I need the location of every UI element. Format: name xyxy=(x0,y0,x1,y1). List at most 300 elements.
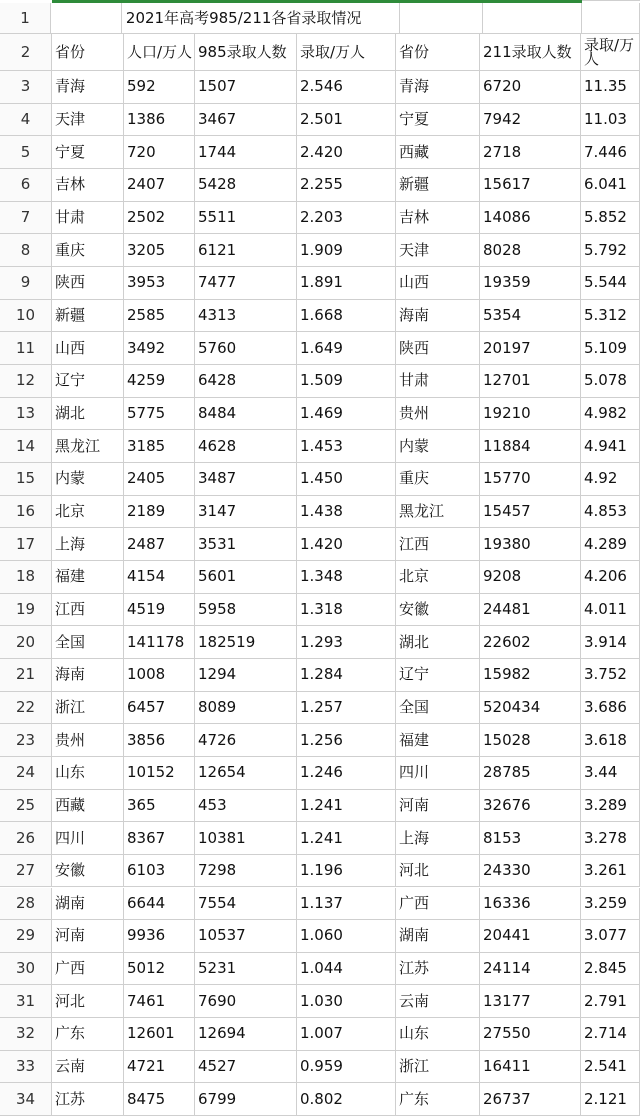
cell-211-admitted[interactable]: 20441 xyxy=(480,920,581,953)
cell-211-rate[interactable]: 3.077 xyxy=(581,920,640,953)
cell-211-rate[interactable]: 4.92 xyxy=(581,463,640,496)
row-number: 12 xyxy=(0,365,52,398)
cell-211-admitted[interactable]: 8153 xyxy=(480,822,581,855)
cell-population[interactable]: 6103 xyxy=(124,855,195,888)
cell-population[interactable]: 7461 xyxy=(124,985,195,1018)
cell-985-admitted[interactable]: 4313 xyxy=(195,300,297,333)
cell-985-admitted[interactable]: 7690 xyxy=(195,985,297,1018)
cell-211-rate[interactable]: 4.982 xyxy=(581,398,640,431)
table-row xyxy=(0,398,640,431)
cell-985-rate[interactable]: 1.293 xyxy=(297,626,396,659)
cell-211-admitted[interactable]: 8028 xyxy=(480,234,581,267)
table-row xyxy=(0,332,640,365)
row-number: 31 xyxy=(0,985,52,1018)
cell-province-2[interactable]: 四川 xyxy=(396,757,480,790)
cell-population[interactable]: 5775 xyxy=(124,398,195,431)
cell-province[interactable]: 江苏 xyxy=(52,1083,124,1116)
row-number: 33 xyxy=(0,1051,52,1084)
cell-population[interactable]: 4721 xyxy=(124,1051,195,1084)
table-row xyxy=(0,757,640,790)
table-row xyxy=(0,365,640,398)
cell-985-admitted[interactable]: 1744 xyxy=(195,136,297,169)
cell-province[interactable]: 新疆 xyxy=(52,300,124,333)
cell-province[interactable]: 全国 xyxy=(52,626,124,659)
cell-province[interactable]: 河北 xyxy=(52,985,124,1018)
cell-985-admitted[interactable]: 5601 xyxy=(195,561,297,594)
cell-211-rate[interactable]: 4.206 xyxy=(581,561,640,594)
cell-province[interactable]: 福建 xyxy=(52,561,124,594)
cell-211-rate[interactable]: 2.845 xyxy=(581,953,640,986)
cell-province-2[interactable]: 河南 xyxy=(396,790,480,823)
cell-211-admitted[interactable]: 19359 xyxy=(480,267,581,300)
cell-211-rate[interactable]: 3.752 xyxy=(581,659,640,692)
cell-population[interactable]: 9936 xyxy=(124,920,195,953)
cell-211-rate[interactable]: 4.941 xyxy=(581,430,640,463)
cell-211-admitted[interactable]: 16411 xyxy=(480,1051,581,1084)
cell-province[interactable]: 甘肃 xyxy=(52,202,124,235)
cell-province-2[interactable]: 广西 xyxy=(396,888,480,921)
cell-211-rate[interactable]: 7.446 xyxy=(581,136,640,169)
cell-province[interactable]: 天津 xyxy=(52,104,124,137)
cell-211-rate[interactable]: 3.686 xyxy=(581,692,640,725)
row-number: 27 xyxy=(0,855,52,888)
cell-985-admitted[interactable]: 12694 xyxy=(195,1018,297,1051)
cell-985-rate[interactable]: 1.007 xyxy=(297,1018,396,1051)
cell-province-2[interactable]: 江西 xyxy=(396,528,480,561)
table-row xyxy=(0,790,640,823)
cell-211-admitted[interactable]: 28785 xyxy=(480,757,581,790)
cell-211-rate[interactable]: 4.011 xyxy=(581,594,640,627)
cell-population[interactable]: 8475 xyxy=(124,1083,195,1116)
cell-211-admitted[interactable]: 2718 xyxy=(480,136,581,169)
table-row xyxy=(0,463,640,496)
row-number: 10 xyxy=(0,300,52,333)
cell-211-rate[interactable]: 2.121 xyxy=(581,1083,640,1116)
cell-province-2[interactable]: 新疆 xyxy=(396,169,480,202)
cell-985-rate[interactable]: 1.257 xyxy=(297,692,396,725)
cell-province-2[interactable]: 重庆 xyxy=(396,463,480,496)
cell-population[interactable]: 2189 xyxy=(124,496,195,529)
cell-province-2[interactable]: 甘肃 xyxy=(396,365,480,398)
cell-985-rate[interactable]: 1.241 xyxy=(297,790,396,823)
table-row xyxy=(0,724,640,757)
header-985-admitted[interactable]: 985录取人数 xyxy=(195,34,297,71)
cell-985-rate[interactable]: 1.137 xyxy=(297,888,396,921)
cell-province-2[interactable]: 江苏 xyxy=(396,953,480,986)
cell-985-rate[interactable]: 2.255 xyxy=(297,169,396,202)
cell-985-admitted[interactable]: 3147 xyxy=(195,496,297,529)
cell-province[interactable]: 浙江 xyxy=(52,692,124,725)
cell-985-admitted[interactable]: 10537 xyxy=(195,920,297,953)
table-row xyxy=(0,822,640,855)
cell-211-admitted[interactable]: 20197 xyxy=(480,332,581,365)
cell-985-rate[interactable]: 1.060 xyxy=(297,920,396,953)
cell-province-2[interactable]: 海南 xyxy=(396,300,480,333)
cell-211-admitted[interactable]: 19380 xyxy=(480,528,581,561)
cell-population[interactable]: 6644 xyxy=(124,888,195,921)
cell-211-admitted[interactable]: 22602 xyxy=(480,626,581,659)
cell-211-rate[interactable]: 2.541 xyxy=(581,1051,640,1084)
cell-population[interactable]: 2405 xyxy=(124,463,195,496)
row-number: 6 xyxy=(0,169,52,202)
cell-province-2[interactable]: 内蒙 xyxy=(396,430,480,463)
cell-985-rate[interactable]: 1.668 xyxy=(297,300,396,333)
cell-province[interactable]: 江西 xyxy=(52,594,124,627)
row-number: 5 xyxy=(0,136,52,169)
row-number: 26 xyxy=(0,822,52,855)
cell-985-admitted[interactable]: 6428 xyxy=(195,365,297,398)
cell-985-admitted[interactable]: 3487 xyxy=(195,463,297,496)
row-number: 25 xyxy=(0,790,52,823)
cell-985-admitted[interactable]: 5958 xyxy=(195,594,297,627)
cell-211-rate[interactable]: 3.914 xyxy=(581,626,640,659)
cell-985-admitted[interactable]: 6799 xyxy=(195,1083,297,1116)
table-row xyxy=(0,1051,640,1084)
row-number: 1 xyxy=(0,3,51,34)
cell-211-rate[interactable]: 3.618 xyxy=(581,724,640,757)
cell-985-rate[interactable]: 0.802 xyxy=(297,1083,396,1116)
cell-province[interactable]: 湖北 xyxy=(52,398,124,431)
cell-211-admitted[interactable]: 15770 xyxy=(480,463,581,496)
cell-211-admitted[interactable]: 24481 xyxy=(480,594,581,627)
cell-province-2[interactable]: 山东 xyxy=(396,1018,480,1051)
cell-211-admitted[interactable]: 13177 xyxy=(480,985,581,1018)
row-number: 19 xyxy=(0,594,52,627)
table-row xyxy=(0,71,640,104)
cell-211-admitted[interactable]: 520434 xyxy=(480,692,581,725)
cell-985-rate[interactable]: 1.509 xyxy=(297,365,396,398)
cell-985-rate[interactable]: 1.196 xyxy=(297,855,396,888)
cell-province[interactable]: 湖南 xyxy=(52,888,124,921)
cell-province[interactable]: 青海 xyxy=(52,71,124,104)
cell-211-admitted[interactable]: 15457 xyxy=(480,496,581,529)
cell-province[interactable]: 黑龙江 xyxy=(52,430,124,463)
cell-province-2[interactable]: 吉林 xyxy=(396,202,480,235)
row-number: 8 xyxy=(0,234,52,267)
table-row xyxy=(0,626,640,659)
cell-province-2[interactable]: 辽宁 xyxy=(396,659,480,692)
row-number: 16 xyxy=(0,496,52,529)
cell-211-admitted[interactable]: 32676 xyxy=(480,790,581,823)
cell-985-rate[interactable]: 1.450 xyxy=(297,463,396,496)
row-number: 21 xyxy=(0,659,52,692)
cell-985-admitted[interactable]: 182519 xyxy=(195,626,297,659)
cell-211-rate[interactable]: 5.544 xyxy=(581,267,640,300)
cell-province-2[interactable]: 浙江 xyxy=(396,1051,480,1084)
cell-211-admitted[interactable]: 27550 xyxy=(480,1018,581,1051)
empty-cell[interactable] xyxy=(483,3,582,34)
cell-211-rate[interactable]: 3.259 xyxy=(581,888,640,921)
row-number: 34 xyxy=(0,1083,52,1116)
row-number: 15 xyxy=(0,463,52,496)
cell-985-rate[interactable]: 1.420 xyxy=(297,528,396,561)
cell-population[interactable]: 6457 xyxy=(124,692,195,725)
cell-985-admitted[interactable]: 5428 xyxy=(195,169,297,202)
cell-985-rate[interactable]: 1.348 xyxy=(297,561,396,594)
cell-province-2[interactable]: 河北 xyxy=(396,855,480,888)
table-row xyxy=(0,1018,640,1051)
cell-211-rate[interactable]: 4.853 xyxy=(581,496,640,529)
cell-population[interactable]: 720 xyxy=(124,136,195,169)
cell-province-2[interactable]: 北京 xyxy=(396,561,480,594)
cell-province[interactable]: 西藏 xyxy=(52,790,124,823)
cell-211-admitted[interactable]: 12701 xyxy=(480,365,581,398)
cell-211-rate[interactable]: 2.791 xyxy=(581,985,640,1018)
cell-population[interactable]: 3205 xyxy=(124,234,195,267)
cell-985-rate[interactable]: 1.284 xyxy=(297,659,396,692)
row-number: 28 xyxy=(0,888,52,921)
table-row xyxy=(0,300,640,333)
cell-population[interactable]: 8367 xyxy=(124,822,195,855)
cell-province-2[interactable]: 湖北 xyxy=(396,626,480,659)
empty-cell[interactable] xyxy=(51,3,122,34)
table-row xyxy=(0,888,640,921)
cell-province-2[interactable]: 青海 xyxy=(396,71,480,104)
table-row xyxy=(0,496,640,529)
cell-population[interactable]: 2585 xyxy=(124,300,195,333)
cell-985-rate[interactable]: 1.256 xyxy=(297,724,396,757)
cell-211-rate[interactable]: 11.03 xyxy=(581,104,640,137)
cell-211-admitted[interactable]: 7942 xyxy=(480,104,581,137)
cell-211-rate[interactable]: 3.44 xyxy=(581,757,640,790)
cell-985-rate[interactable]: 1.044 xyxy=(297,953,396,986)
cell-985-rate[interactable]: 1.649 xyxy=(297,332,396,365)
table-row xyxy=(0,136,640,169)
row-number: 20 xyxy=(0,626,52,659)
table-row xyxy=(0,528,640,561)
cell-985-admitted[interactable]: 453 xyxy=(195,790,297,823)
cell-211-admitted[interactable]: 6720 xyxy=(480,71,581,104)
empty-cell[interactable] xyxy=(400,3,483,34)
table-row xyxy=(0,594,640,627)
cell-population[interactable]: 10152 xyxy=(124,757,195,790)
row-number: 17 xyxy=(0,528,52,561)
cell-population[interactable]: 592 xyxy=(124,71,195,104)
cell-985-admitted[interactable]: 6121 xyxy=(195,234,297,267)
cell-985-rate[interactable]: 2.546 xyxy=(297,71,396,104)
cell-province[interactable]: 云南 xyxy=(52,1051,124,1084)
cell-province[interactable]: 重庆 xyxy=(52,234,124,267)
cell-985-admitted[interactable]: 3531 xyxy=(195,528,297,561)
cell-211-admitted[interactable]: 15028 xyxy=(480,724,581,757)
cell-population[interactable]: 3953 xyxy=(124,267,195,300)
cell-985-rate[interactable]: 2.203 xyxy=(297,202,396,235)
cell-211-rate[interactable]: 2.714 xyxy=(581,1018,640,1051)
cell-211-rate[interactable]: 3.278 xyxy=(581,822,640,855)
cell-211-rate[interactable]: 11.35 xyxy=(581,71,640,104)
table-row xyxy=(0,267,640,300)
cell-211-rate[interactable]: 6.041 xyxy=(581,169,640,202)
cell-province-2[interactable]: 安徽 xyxy=(396,594,480,627)
cell-211-rate[interactable]: 5.109 xyxy=(581,332,640,365)
cell-province[interactable]: 河南 xyxy=(52,920,124,953)
cell-985-admitted[interactable]: 3467 xyxy=(195,104,297,137)
cell-province-2[interactable]: 贵州 xyxy=(396,398,480,431)
cell-population[interactable]: 1386 xyxy=(124,104,195,137)
row-number: 4 xyxy=(0,104,52,137)
cell-province[interactable]: 安徽 xyxy=(52,855,124,888)
cell-211-rate[interactable]: 5.312 xyxy=(581,300,640,333)
cell-province-2[interactable]: 全国 xyxy=(396,692,480,725)
cell-985-rate[interactable]: 1.453 xyxy=(297,430,396,463)
table-row xyxy=(0,1083,640,1116)
header-985-rate[interactable]: 录取/万人 xyxy=(297,34,396,71)
table-row xyxy=(0,561,640,594)
row-number: 32 xyxy=(0,1018,52,1051)
cell-985-admitted[interactable]: 7298 xyxy=(195,855,297,888)
cell-211-rate[interactable]: 4.289 xyxy=(581,528,640,561)
cell-province-2[interactable]: 天津 xyxy=(396,234,480,267)
table-row xyxy=(0,855,640,888)
table-row xyxy=(0,920,640,953)
table-title[interactable]: 2021年高考985/211各省录取情况 xyxy=(122,3,400,34)
cell-211-admitted[interactable]: 24114 xyxy=(480,953,581,986)
cell-985-admitted[interactable]: 5511 xyxy=(195,202,297,235)
cell-211-rate[interactable]: 5.852 xyxy=(581,202,640,235)
cell-211-admitted[interactable]: 24330 xyxy=(480,855,581,888)
cell-211-admitted[interactable]: 11884 xyxy=(480,430,581,463)
cell-985-rate[interactable]: 1.909 xyxy=(297,234,396,267)
cell-985-admitted[interactable]: 7554 xyxy=(195,888,297,921)
cell-population[interactable]: 3492 xyxy=(124,332,195,365)
cell-population[interactable]: 3856 xyxy=(124,724,195,757)
row-number: 13 xyxy=(0,398,52,431)
cell-province-2[interactable]: 宁夏 xyxy=(396,104,480,137)
cell-population[interactable]: 1008 xyxy=(124,659,195,692)
cell-province[interactable]: 海南 xyxy=(52,659,124,692)
cell-211-admitted[interactable]: 19210 xyxy=(480,398,581,431)
row-number: 11 xyxy=(0,332,52,365)
cell-province-2[interactable]: 西藏 xyxy=(396,136,480,169)
cell-985-admitted[interactable]: 5760 xyxy=(195,332,297,365)
cell-province[interactable]: 北京 xyxy=(52,496,124,529)
header-province-2[interactable]: 省份 xyxy=(396,34,480,71)
cell-population[interactable]: 2502 xyxy=(124,202,195,235)
cell-211-admitted[interactable]: 26737 xyxy=(480,1083,581,1116)
cell-211-admitted[interactable]: 9208 xyxy=(480,561,581,594)
cell-985-rate[interactable]: 1.246 xyxy=(297,757,396,790)
cell-985-rate[interactable]: 2.501 xyxy=(297,104,396,137)
table-row xyxy=(0,104,640,137)
cell-211-rate[interactable]: 3.261 xyxy=(581,855,640,888)
cell-985-admitted[interactable]: 8484 xyxy=(195,398,297,431)
cell-province[interactable]: 辽宁 xyxy=(52,365,124,398)
cell-province[interactable]: 广西 xyxy=(52,953,124,986)
cell-province-2[interactable]: 上海 xyxy=(396,822,480,855)
cell-province[interactable]: 四川 xyxy=(52,822,124,855)
header-row xyxy=(0,34,640,71)
cell-985-admitted[interactable]: 4527 xyxy=(195,1051,297,1084)
cell-population[interactable]: 141178 xyxy=(124,626,195,659)
cell-population[interactable]: 365 xyxy=(124,790,195,823)
table-row xyxy=(0,953,640,986)
cell-985-admitted[interactable]: 12654 xyxy=(195,757,297,790)
empty-cell[interactable] xyxy=(582,3,640,34)
row-number: 23 xyxy=(0,724,52,757)
cell-211-rate[interactable]: 5.078 xyxy=(581,365,640,398)
cell-province[interactable]: 宁夏 xyxy=(52,136,124,169)
cell-population[interactable]: 3185 xyxy=(124,430,195,463)
cell-province-2[interactable]: 广东 xyxy=(396,1083,480,1116)
cell-population[interactable]: 12601 xyxy=(124,1018,195,1051)
header-211-admitted[interactable]: 211录取人数 xyxy=(480,34,581,71)
cell-province[interactable]: 山东 xyxy=(52,757,124,790)
table-row xyxy=(0,692,640,725)
cell-211-admitted[interactable]: 5354 xyxy=(480,300,581,333)
cell-province-2[interactable]: 云南 xyxy=(396,985,480,1018)
header-211-rate[interactable]: 录取/万人 xyxy=(581,34,640,71)
cell-211-admitted[interactable]: 14086 xyxy=(480,202,581,235)
cell-985-admitted[interactable]: 4726 xyxy=(195,724,297,757)
cell-population[interactable]: 2407 xyxy=(124,169,195,202)
cell-985-admitted[interactable]: 7477 xyxy=(195,267,297,300)
cell-211-admitted[interactable]: 16336 xyxy=(480,888,581,921)
cell-985-admitted[interactable]: 1294 xyxy=(195,659,297,692)
cell-population[interactable]: 5012 xyxy=(124,953,195,986)
cell-province[interactable]: 贵州 xyxy=(52,724,124,757)
cell-985-admitted[interactable]: 1507 xyxy=(195,71,297,104)
table-row xyxy=(0,430,640,463)
row-number: 7 xyxy=(0,202,52,235)
title-row xyxy=(0,3,640,34)
row-number: 18 xyxy=(0,561,52,594)
row-number: 29 xyxy=(0,920,52,953)
table-row xyxy=(0,169,640,202)
cell-province[interactable]: 山西 xyxy=(52,332,124,365)
cell-population[interactable]: 2487 xyxy=(124,528,195,561)
row-number: 9 xyxy=(0,267,52,300)
cell-province[interactable]: 内蒙 xyxy=(52,463,124,496)
cell-985-rate[interactable]: 0.959 xyxy=(297,1051,396,1084)
cell-province[interactable]: 吉林 xyxy=(52,169,124,202)
cell-985-admitted[interactable]: 5231 xyxy=(195,953,297,986)
cell-province[interactable]: 上海 xyxy=(52,528,124,561)
cell-province-2[interactable]: 湖南 xyxy=(396,920,480,953)
table-row xyxy=(0,202,640,235)
cell-211-admitted[interactable]: 15617 xyxy=(480,169,581,202)
cell-211-rate[interactable]: 3.289 xyxy=(581,790,640,823)
header-province[interactable]: 省份 xyxy=(52,34,124,71)
cell-211-rate[interactable]: 5.792 xyxy=(581,234,640,267)
row-number: 24 xyxy=(0,757,52,790)
cell-province-2[interactable]: 山西 xyxy=(396,267,480,300)
cell-province[interactable]: 陕西 xyxy=(52,267,124,300)
cell-985-rate[interactable]: 1.469 xyxy=(297,398,396,431)
cell-population[interactable]: 4259 xyxy=(124,365,195,398)
cell-211-admitted[interactable]: 15982 xyxy=(480,659,581,692)
table-row xyxy=(0,234,640,267)
cell-985-rate[interactable]: 1.318 xyxy=(297,594,396,627)
header-population[interactable]: 人口/万人 xyxy=(124,34,195,71)
cell-985-rate[interactable]: 1.241 xyxy=(297,822,396,855)
row-number: 3 xyxy=(0,71,52,104)
cell-985-admitted[interactable]: 10381 xyxy=(195,822,297,855)
cell-province-2[interactable]: 福建 xyxy=(396,724,480,757)
cell-985-rate[interactable]: 1.438 xyxy=(297,496,396,529)
cell-province[interactable]: 广东 xyxy=(52,1018,124,1051)
row-number: 2 xyxy=(0,34,52,71)
cell-985-admitted[interactable]: 4628 xyxy=(195,430,297,463)
cell-population[interactable]: 4519 xyxy=(124,594,195,627)
cell-985-admitted[interactable]: 8089 xyxy=(195,692,297,725)
cell-985-rate[interactable]: 1.030 xyxy=(297,985,396,1018)
cell-985-rate[interactable]: 1.891 xyxy=(297,267,396,300)
grid-top-line xyxy=(582,0,640,1)
cell-985-rate[interactable]: 2.420 xyxy=(297,136,396,169)
cell-province-2[interactable]: 黑龙江 xyxy=(396,496,480,529)
cell-population[interactable]: 4154 xyxy=(124,561,195,594)
cell-province-2[interactable]: 陕西 xyxy=(396,332,480,365)
